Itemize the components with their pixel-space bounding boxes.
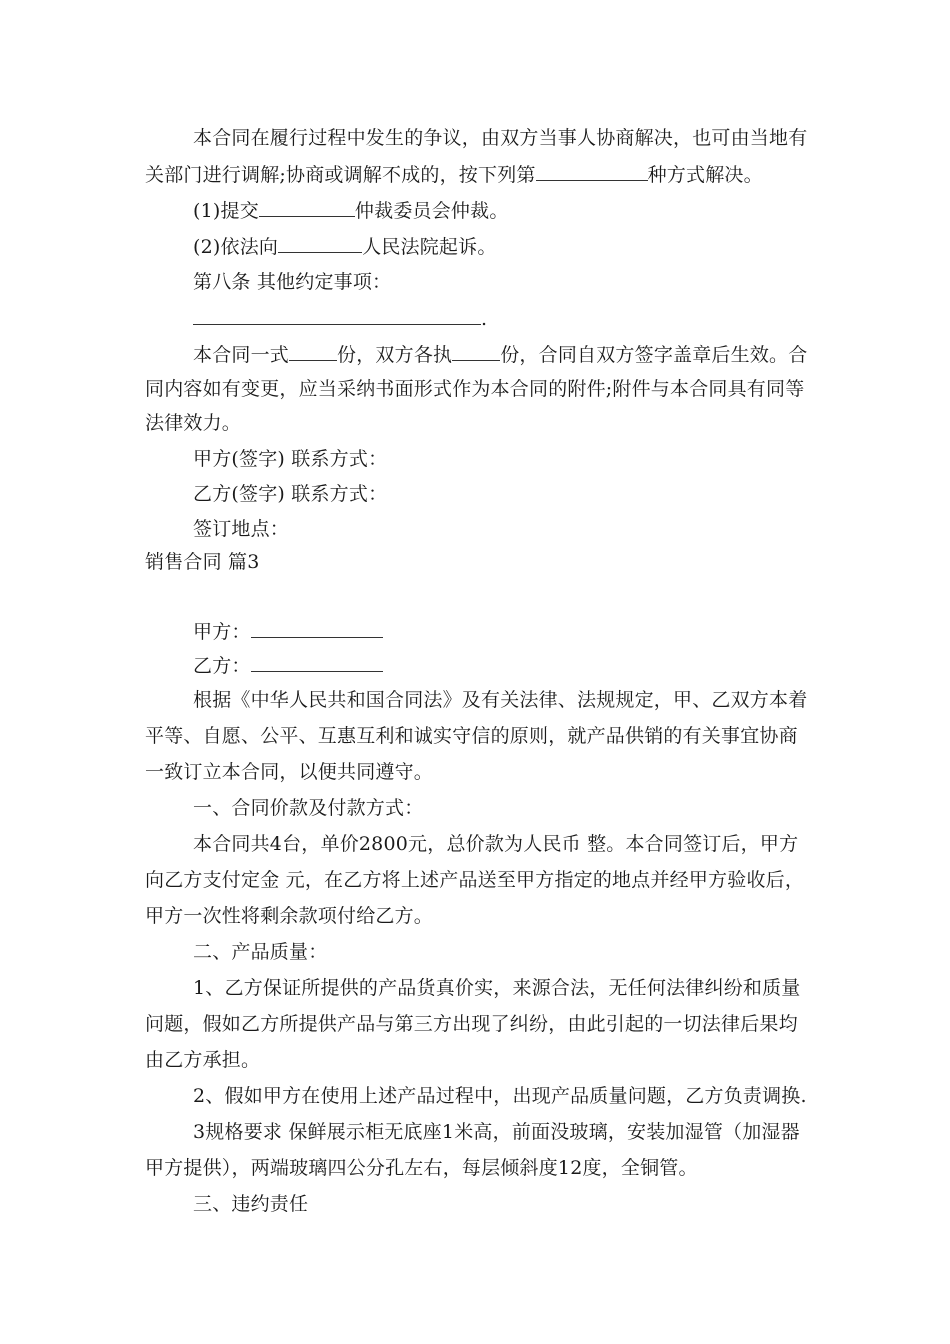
- text: 本合同共4台，单价2800元，总价款为人民币 整。本合同签订后，甲方: [193, 833, 799, 855]
- text: 销售合同 篇3: [145, 551, 260, 573]
- paragraph-dispute-line2: [145, 162, 763, 187]
- text: 份，双方各执: [337, 344, 453, 366]
- party-b-line: [193, 653, 383, 678]
- paragraph-spec-line2: [145, 1156, 698, 1180]
- fill-in-blank: [278, 234, 362, 253]
- text: 签订地点：: [193, 518, 290, 540]
- option-arbitration: [193, 198, 509, 223]
- text: 本合同在履行过程中发生的争议，由双方当事人协商解决，也可由当地有: [193, 127, 808, 149]
- text: .: [481, 308, 488, 330]
- fill-in-blank: [251, 619, 383, 638]
- text: 甲方(签字) 联系方式：: [193, 448, 388, 470]
- text: 二、产品质量：: [193, 941, 328, 963]
- paragraph-basis-line2: [145, 724, 798, 748]
- paragraph-quality-line1: [193, 976, 801, 1000]
- paragraph-copies-line1: [193, 342, 807, 367]
- fill-in-blank: [251, 653, 383, 672]
- paragraph-dispute-line1: [193, 126, 807, 150]
- paragraph-price-line2: [145, 868, 804, 892]
- signing-place: [193, 517, 289, 541]
- fill-in-blank: [193, 306, 481, 325]
- section-heading: [145, 550, 260, 574]
- heading-price-payment: [193, 796, 423, 820]
- text: 仲裁委员会仲裁。: [354, 200, 509, 222]
- paragraph-quality-line3: [145, 1048, 260, 1072]
- paragraph-price-line3: [145, 904, 433, 928]
- text: (1)提交: [193, 200, 259, 222]
- text: 本合同一式: [193, 344, 290, 366]
- text: 人民法院起诉。: [362, 236, 497, 258]
- fill-in-blank: [259, 198, 355, 217]
- text: 3规格要求 保鲜展示柜无底座1米高，前面没玻璃，安装加湿管（加湿器: [193, 1121, 800, 1143]
- text: 第八条 其他约定事项：: [193, 271, 392, 293]
- fill-in-blank: [452, 342, 500, 361]
- text: 乙方：: [193, 655, 251, 677]
- text: 种方式解决。: [647, 164, 763, 186]
- paragraph-spec-line1: [193, 1120, 800, 1144]
- option-court: [193, 234, 497, 259]
- text: 甲方：: [193, 621, 251, 643]
- text: 由乙方承担。: [145, 1049, 261, 1071]
- text: 问题，假如乙方所提供产品与第三方出现了纠纷，由此引起的一切法律后果均: [145, 1013, 798, 1035]
- party-b-signature: [193, 482, 387, 506]
- text: 向乙方支付定金 元，在乙方将上述产品送至甲方指定的地点并经甲方验收后，: [145, 869, 805, 891]
- text: 三、违约责任: [193, 1193, 309, 1215]
- paragraph-basis-line1: [193, 688, 807, 712]
- text: (2)依法向: [193, 236, 279, 258]
- text: 根据《中华人民共和国合同法》及有关法律、法规规定，甲、乙双方本着: [193, 689, 808, 711]
- text: 法律效力。: [145, 412, 242, 434]
- text: 一致订立本合同，以便共同遵守。: [145, 761, 434, 783]
- article-eight-heading: [193, 270, 391, 294]
- paragraph-basis-line3: [145, 760, 433, 784]
- party-a-signature: [193, 447, 387, 471]
- text: 平等、自愿、公平、互惠互利和诚实守信的原则，就产品供销的有关事宜协商: [145, 725, 798, 747]
- text: 乙方(签字) 联系方式：: [193, 483, 388, 505]
- paragraph-price-line1: [193, 832, 798, 856]
- text: 1、乙方保证所提供的产品货真价实，来源合法，无任何法律纠纷和质量: [193, 977, 801, 999]
- party-a-line: [193, 619, 383, 644]
- other-matters-blank-line: [193, 306, 487, 331]
- text: 2、假如甲方在使用上述产品过程中，出现产品质量问题，乙方负责调换.: [193, 1085, 807, 1107]
- paragraph-quality-line2: [145, 1012, 798, 1036]
- text: 甲方一次性将剩余款项付给乙方。: [145, 905, 434, 927]
- heading-liability: [193, 1192, 308, 1216]
- fill-in-blank: [536, 162, 648, 181]
- heading-product-quality: [193, 940, 327, 964]
- text: 份，合同自双方签字盖章后生效。合: [500, 344, 808, 366]
- text: 同内容如有变更，应当采纳书面形式作为本合同的附件;附件与本合同具有同等: [145, 378, 805, 400]
- paragraph-copies-line2: [145, 377, 804, 401]
- text: 关部门进行调解;协商或调解不成的，按下列第: [145, 164, 536, 186]
- paragraph-copies-line3: [145, 411, 241, 435]
- text: 甲方提供），两端玻璃四公分孔左右，每层倾斜度12度，全铜管。: [145, 1157, 698, 1179]
- text: 一、合同价款及付款方式：: [193, 797, 424, 819]
- paragraph-exchange: [193, 1084, 807, 1108]
- fill-in-blank: [289, 342, 337, 361]
